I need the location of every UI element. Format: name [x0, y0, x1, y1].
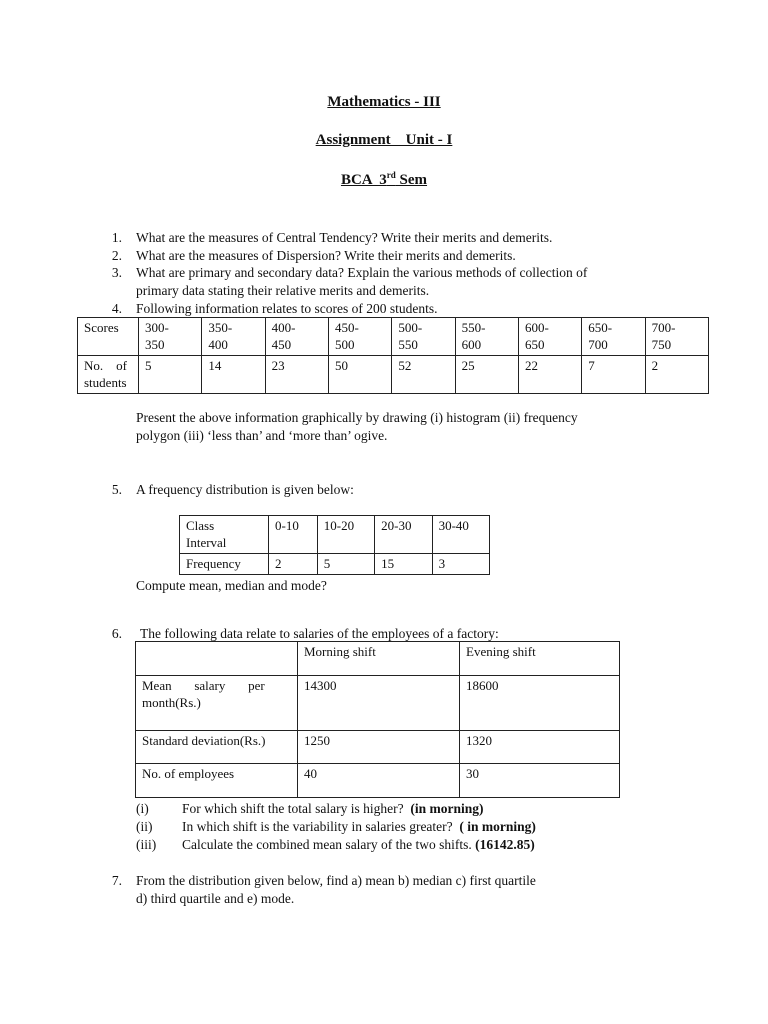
q1-text: What are the measures of Central Tendency? Write their merits and demerits.: [136, 230, 553, 245]
table-header-class-interval: Class Interval: [180, 516, 269, 554]
q4-instruction-line1: Present the above information graphically by drawing (i) histogram (ii) frequency: [136, 410, 578, 425]
table-row: [136, 764, 620, 798]
table-row: [78, 356, 709, 394]
table-cell: 650- 700: [582, 318, 645, 356]
q6-subquestion-2: (ii) In which shift is the variability in salaries greater? ( in morning): [136, 819, 536, 834]
q7-line1: From the distribution given below, find a) mean b) median c) first quartile: [136, 873, 536, 888]
table-header-std-dev: Standard deviation(Rs.): [136, 731, 298, 764]
table-row: [136, 642, 620, 676]
table-cell: 50: [328, 356, 391, 394]
table-cell: 5: [317, 554, 374, 575]
q6-subquestion-3: (iii) Calculate the combined mean salary of the two shifts. (16142.85): [136, 837, 535, 852]
document-subject: Mathematics - III: [327, 94, 441, 110]
table-cell: 2: [269, 554, 318, 575]
table-row: [136, 676, 620, 731]
table-header-scores: Scores: [78, 318, 139, 356]
table-cell: 550- 600: [455, 318, 518, 356]
table-cell: 40: [298, 764, 460, 798]
table-cell: 18600: [460, 676, 620, 731]
table-cell: 20-30: [375, 516, 432, 554]
table-row: [78, 318, 709, 356]
table-header-mean-salary: Mean salary per month(Rs.): [136, 676, 298, 731]
table-header-morning: Morning shift: [298, 642, 460, 676]
table-cell: 30: [460, 764, 620, 798]
table-cell: 14300: [298, 676, 460, 731]
table-cell-empty: [136, 642, 298, 676]
table-cell: 450- 500: [328, 318, 391, 356]
table-cell: 500- 550: [392, 318, 455, 356]
scores-table: [77, 317, 709, 394]
table-cell: 30-40: [432, 516, 489, 554]
q7-line2: d) third quartile and e) mode.: [136, 891, 295, 906]
q6-subquestion-1: (i) For which shift the total salary is higher? (in morning): [136, 801, 484, 816]
table-cell: 1250: [298, 731, 460, 764]
table-row: [180, 554, 490, 575]
assignment-title: Assignment Unit - I: [315, 132, 453, 148]
q7-number: 7.: [111, 873, 122, 888]
course-title: BCA 3rd Sem: [340, 170, 428, 188]
q5-task: Compute mean, median and mode?: [136, 578, 327, 593]
table-header-employees: No. of employees: [136, 764, 298, 798]
table-row: [180, 516, 490, 554]
table-cell: 14: [202, 356, 265, 394]
q4-instruction-line2: polygon (iii) ‘less than’ and ‘more than’ ogive.: [136, 428, 388, 443]
table-cell: 600- 650: [518, 318, 581, 356]
q3-number: 3.: [111, 265, 122, 280]
q6-answer-1: (in morning): [410, 801, 484, 816]
table-row: [136, 731, 620, 764]
table-cell: 25: [455, 356, 518, 394]
q5-number: 5.: [111, 482, 122, 497]
q6-answer-2: ( in morning): [459, 819, 536, 834]
salary-table: [135, 641, 620, 798]
q1-number: 1.: [111, 230, 122, 245]
table-cell: 10-20: [317, 516, 374, 554]
table-cell: 15: [375, 554, 432, 575]
table-cell: 2: [645, 356, 708, 394]
table-cell: 22: [518, 356, 581, 394]
table-cell: 5: [139, 356, 202, 394]
q4-number: 4.: [111, 301, 122, 316]
table-cell: 7: [582, 356, 645, 394]
frequency-table: [179, 515, 490, 575]
q2-number: 2.: [111, 248, 122, 263]
table-cell: 300- 350: [139, 318, 202, 356]
q6-number: 6.: [111, 626, 122, 641]
table-cell: 400- 450: [265, 318, 328, 356]
q6-text: The following data relate to salaries of the employees of a factory:: [140, 626, 499, 641]
table-header-students: No. of students: [78, 356, 139, 394]
table-header-frequency: Frequency: [180, 554, 269, 575]
q6-answer-3: (16142.85): [475, 837, 535, 852]
table-header-evening: Evening shift: [460, 642, 620, 676]
table-cell: 700- 750: [645, 318, 708, 356]
table-cell: 3: [432, 554, 489, 575]
q5-text: A frequency distribution is given below:: [136, 482, 354, 497]
q3-line2: primary data stating their relative merits and demerits.: [136, 283, 430, 298]
q4-text: Following information relates to scores of 200 students.: [136, 301, 438, 316]
table-cell: 350- 400: [202, 318, 265, 356]
q2-text: What are the measures of Dispersion? Write their merits and demerits.: [136, 248, 516, 263]
table-cell: 52: [392, 356, 455, 394]
table-cell: 23: [265, 356, 328, 394]
q3-line1: What are primary and secondary data? Explain the various methods of collection of: [136, 265, 588, 280]
table-cell: 0-10: [269, 516, 318, 554]
table-cell: 1320: [460, 731, 620, 764]
